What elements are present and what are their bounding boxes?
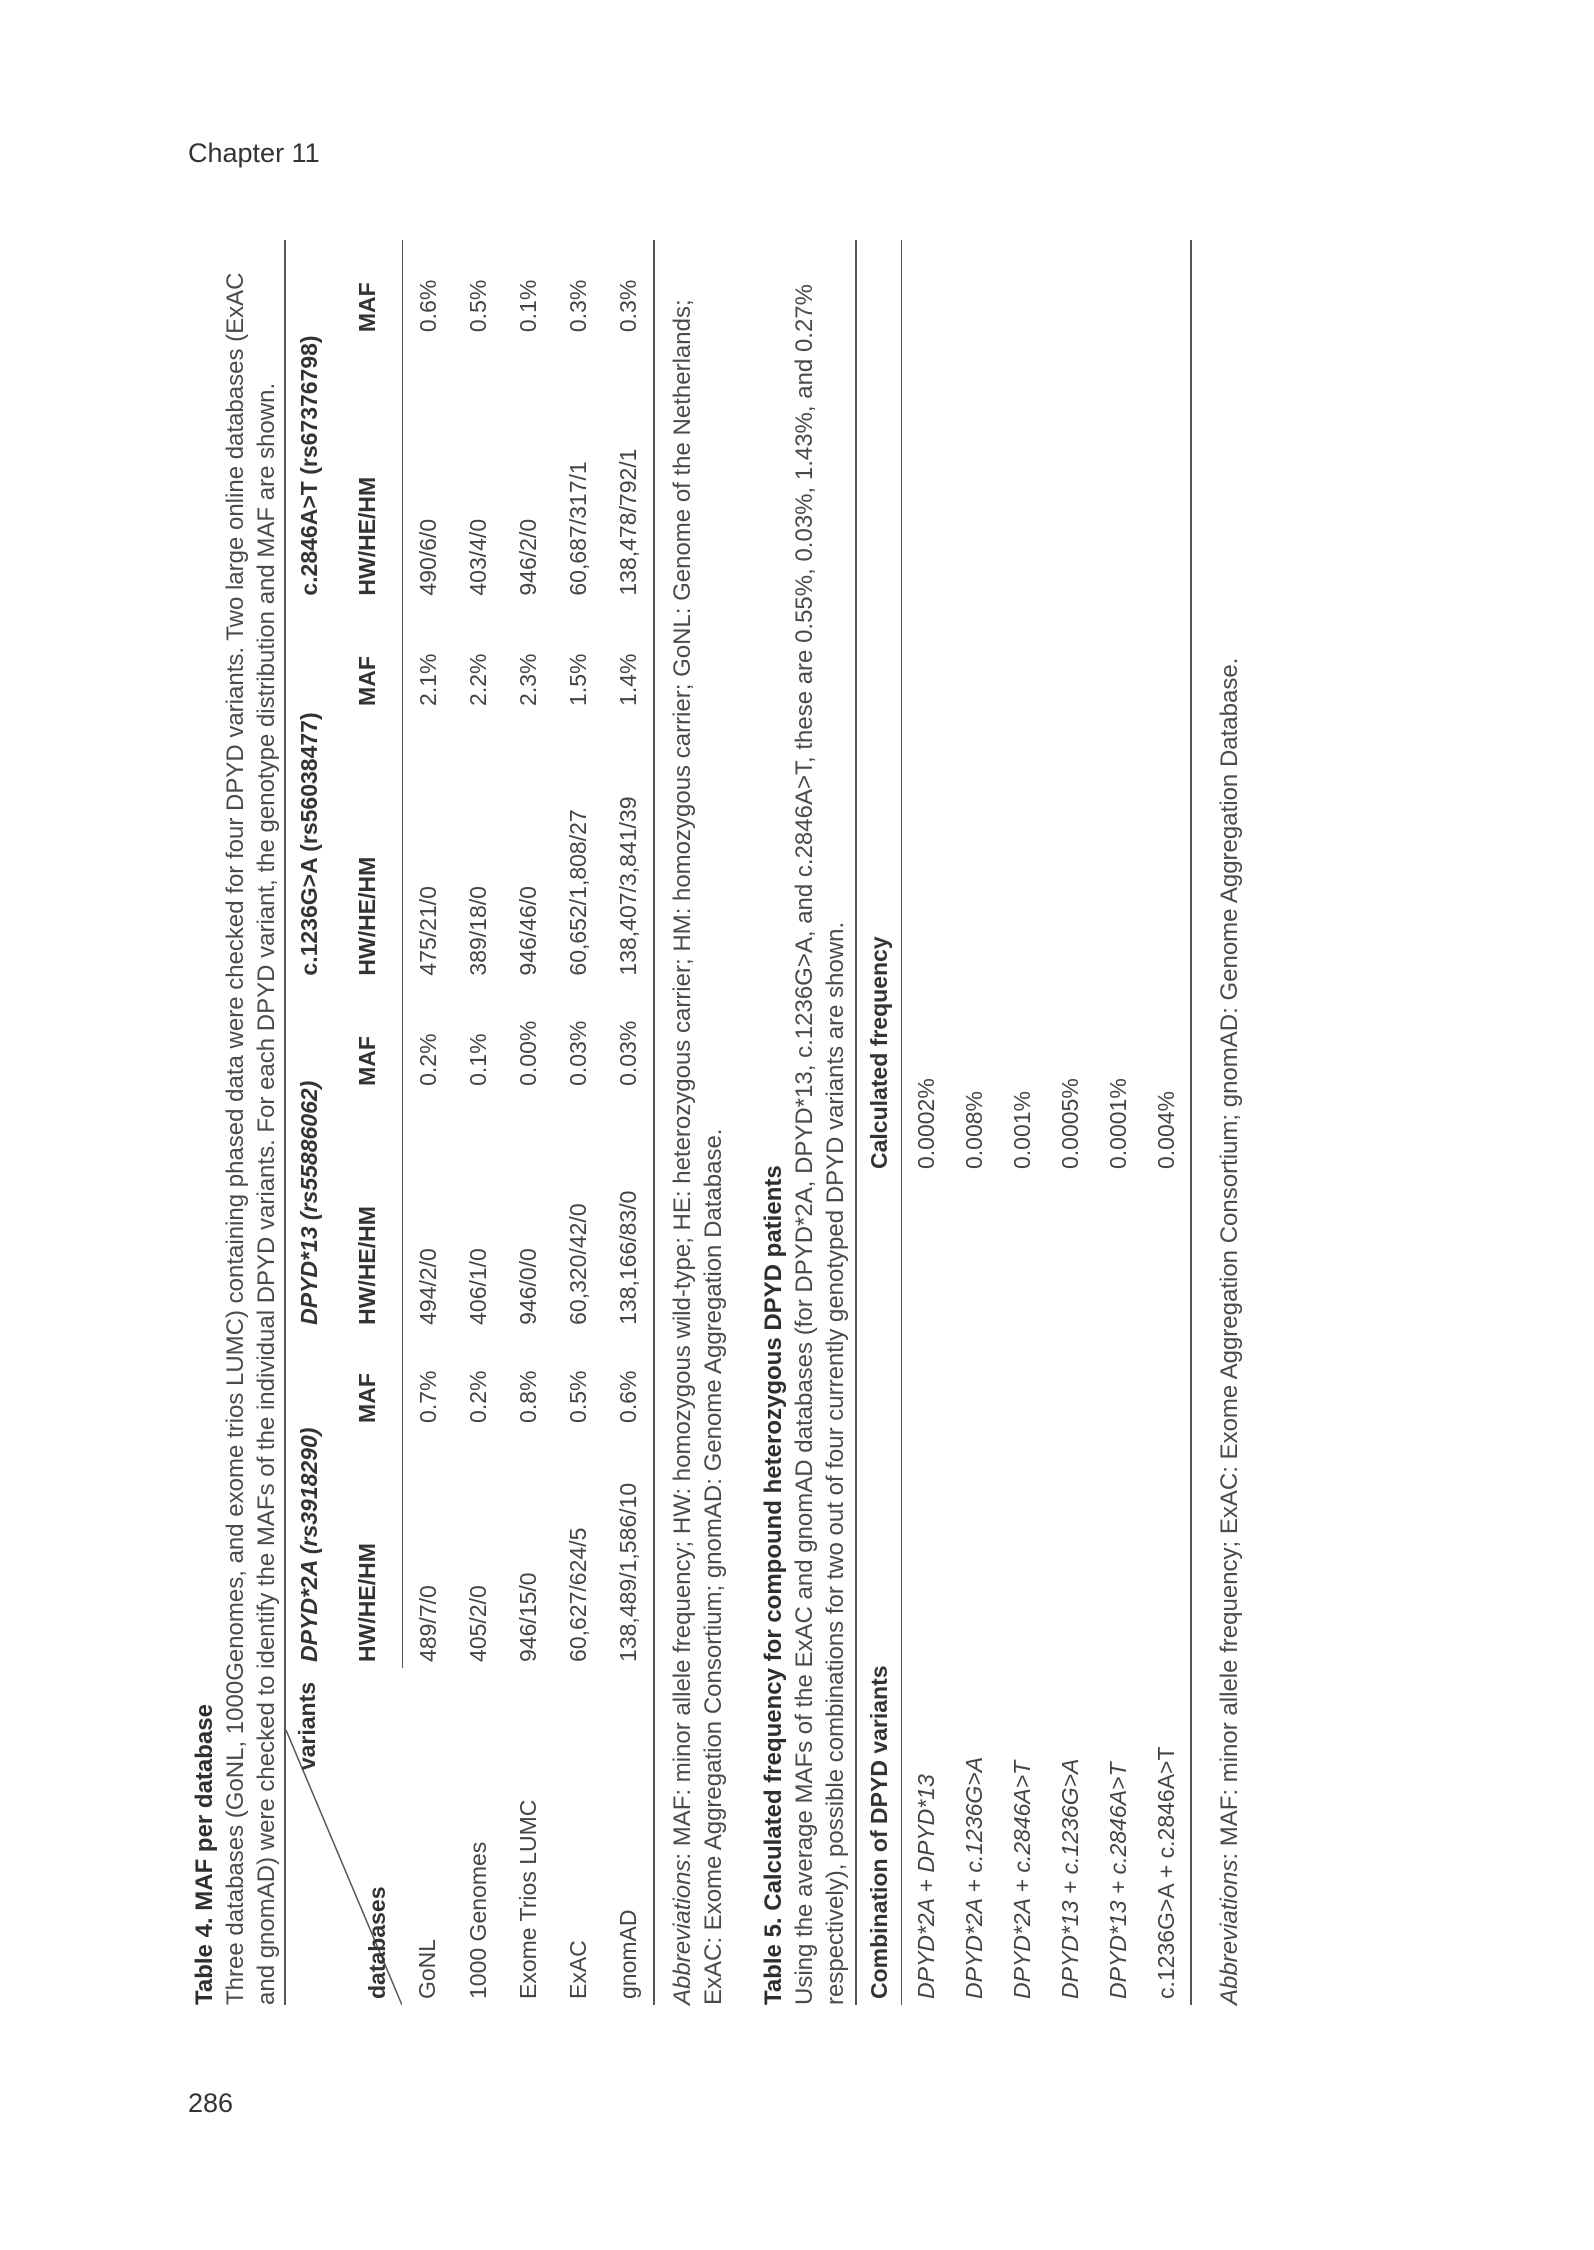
cell: 0.7%: [414, 1370, 441, 1423]
cell: 475/21/0: [414, 886, 441, 976]
subheader-maf: MAF: [332, 602, 403, 712]
subheader-maf: MAF: [332, 1331, 403, 1429]
group-header-c2846: c.2846A>T (rs67376798): [295, 335, 322, 596]
table5-abbreviations: [1214, 240, 1245, 2005]
table-row: [403, 240, 454, 2005]
cell: 946/0/0: [514, 1248, 541, 1325]
cell: 0.03%: [564, 1020, 591, 1086]
cell: 0.3%: [564, 279, 591, 333]
table-row: [950, 240, 998, 2005]
cell: 494/2/0: [414, 1248, 441, 1325]
cell: 0.5%: [464, 279, 491, 333]
freq-cell: 0.004%: [1152, 1090, 1179, 1169]
group-header-dpyd13: DPYD*13 (rs55886062): [295, 1080, 322, 1325]
freq-cell: 0.008%: [960, 1090, 987, 1169]
cell: 2.1%: [414, 653, 441, 706]
abbrev-label: Abbreviations: [669, 1859, 696, 2005]
table-row: [503, 240, 553, 2005]
freq-cell: 0.001%: [1008, 1090, 1035, 1169]
group-header-dpyd2a: DPYD*2A (rs3918290): [295, 1427, 322, 1662]
table-row: [1046, 240, 1094, 2005]
cell: 0.5%: [564, 1370, 591, 1423]
table5-title: Table 5. Calculated frequency for compound heterozygous DPYD patients: [760, 1165, 787, 2005]
freq-cell: 0.0002%: [912, 1078, 939, 1169]
cell: 0.3%: [614, 279, 641, 333]
cell: 0.00%: [514, 1020, 541, 1086]
cell: 2.3%: [514, 653, 541, 706]
cell: 60,627/624/5: [564, 1527, 591, 1662]
cell: 406/1/0: [464, 1248, 491, 1325]
table-row: [553, 240, 603, 2005]
db-name: gnomAD: [614, 1909, 641, 1999]
cell: 60,687/317/1: [564, 461, 591, 596]
subheader-genotype: HW/HE/HM: [332, 712, 403, 982]
combo-cell: DPYD*13 + c.2846A>T: [1104, 1762, 1131, 1999]
cell: 1.4%: [614, 653, 641, 706]
cell: 138,407/3,841/39: [614, 796, 641, 976]
cell: 138,166/83/0: [614, 1190, 641, 1325]
table-row: [1094, 240, 1142, 2005]
cell: 0.1%: [464, 1033, 491, 1086]
table5-col-combination: Combination of DPYD variants: [856, 1175, 902, 2005]
table-row: [603, 240, 654, 2005]
cell: 0.03%: [614, 1020, 641, 1086]
table-row: [453, 240, 503, 2005]
table4-corner-cell: [285, 1668, 403, 2005]
table-row: [1142, 240, 1191, 2005]
corner-databases-label: databases: [363, 1886, 390, 1999]
subheader-genotype: HW/HE/HM: [332, 1429, 403, 1668]
group-header-c1236: c.1236G>A (rs56038477): [295, 712, 322, 976]
combo-cell: DPYD*2A + c.2846A>T: [1008, 1760, 1035, 1999]
subheader-maf: MAF: [332, 982, 403, 1092]
abbrev-label: Abbreviations: [1216, 1859, 1243, 2005]
table4-abbreviations: [667, 240, 729, 2005]
cell: 60,652/1,808/27: [564, 809, 591, 976]
cell: 138,478/792/1: [614, 448, 641, 596]
abbrev-text: : MAF: minor allele frequency; ExAC: Exome Aggregation Consortium; gnomAD: Genome Aggregation Database.: [1216, 657, 1243, 1860]
cell: 2.2%: [464, 653, 491, 706]
table4-title: Table 4. MAF per database: [191, 1704, 218, 2005]
page-number: 286: [188, 2088, 234, 2118]
cell: 60,320/42/0: [564, 1203, 591, 1325]
cell: 0.2%: [414, 1033, 441, 1086]
cell: 946/46/0: [514, 886, 541, 976]
table5-caption: Using the average MAFs of the ExAC and gnomAD databases (for DPYD*2A, DPYD*13, c.1236G>A, and c.2846A>T, these are 0.55%, 0.03%, 1.43%, and 0.27% respectively), possible combinations for two out of four currently genotyped DPYD variants are shown.: [791, 284, 849, 2005]
freq-cell: 0.0005%: [1056, 1078, 1083, 1169]
subheader-maf: MAF: [332, 240, 403, 338]
cell: 1.5%: [564, 653, 591, 706]
cell: 405/2/0: [464, 1585, 491, 1662]
cell: 0.8%: [514, 1370, 541, 1423]
db-name: Exome Trios LUMC: [514, 1799, 541, 1999]
combo-cell: c.1236G>A + c.2846A>T: [1152, 1746, 1179, 1999]
cell: 0.6%: [414, 279, 441, 333]
db-name: 1000 Genomes: [464, 1841, 491, 1999]
corner-variants-label: variants: [294, 1681, 320, 1771]
table5: [855, 240, 1192, 2005]
cell: 138,489/1,586/10: [614, 1482, 641, 1662]
cell: 0.6%: [614, 1370, 641, 1423]
chapter-header: Chapter 11: [188, 138, 320, 168]
cell: 389/18/0: [464, 886, 491, 976]
combo-cell: DPYD*2A + c.1236G>A: [960, 1756, 987, 1999]
rotated-page-content: [190, 240, 1250, 2005]
freq-cell: 0.0001%: [1104, 1078, 1131, 1169]
db-name: GoNL: [414, 1938, 441, 1999]
cell: 0.1%: [514, 279, 541, 333]
cell: 0.2%: [464, 1370, 491, 1423]
table4: [284, 240, 655, 2005]
table-row: [902, 240, 951, 2005]
combo-cell: DPYD*2A + DPYD*13: [912, 1774, 939, 1999]
abbrev-text: : MAF: minor allele frequency; HW: homozygous wild-type; HE: heterozygous carrier; HM: homozygous carrier; GoNL: Genome of the Netherlands; ExAC: Exome Aggregation Consortium; gnomAD: Genome Aggregation Database.: [669, 299, 727, 2005]
table-row: [998, 240, 1046, 2005]
subheader-genotype: HW/HE/HM: [332, 1092, 403, 1331]
cell: 489/7/0: [414, 1585, 441, 1662]
table5-col-frequency: Calculated frequency: [856, 240, 902, 1175]
combo-cell: DPYD*13 + c.1236G>A: [1056, 1758, 1083, 1999]
subheader-genotype: HW/HE/HM: [332, 338, 403, 602]
cell: 403/4/0: [464, 518, 491, 596]
cell: 490/6/0: [414, 518, 441, 596]
table4-caption: Three databases (GoNL, 1000Genomes, and exome trios LUMC) containing phased data were checked for four DPYD variants. Two large online databases (ExAC and gnomAD) were checked to identify the MAFs of the individual DPYD variants. For each DPYD variant, the genotype distribution and MAF are shown.: [222, 272, 280, 2005]
cell: 946/2/0: [514, 518, 541, 596]
cell: 946/15/0: [514, 1572, 541, 1662]
db-name: ExAC: [564, 1940, 591, 1999]
